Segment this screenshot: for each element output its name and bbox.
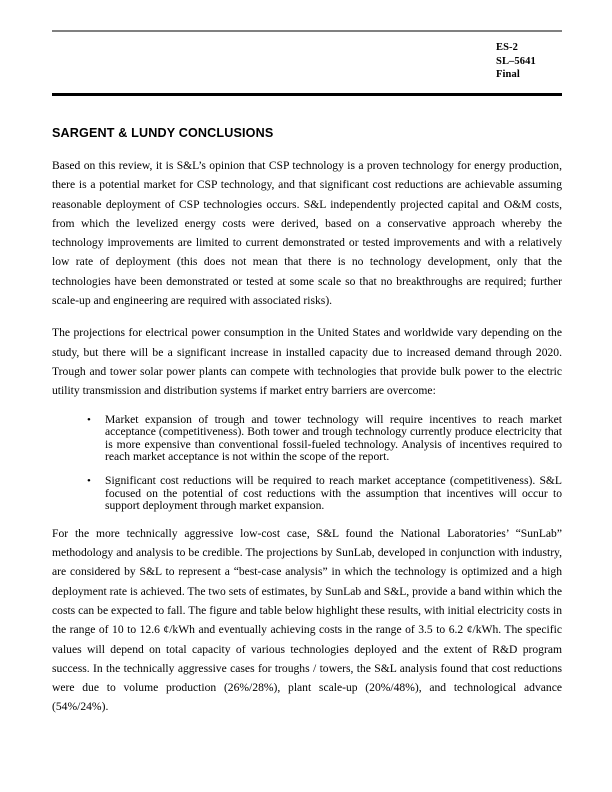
market-barriers-list (52, 414, 562, 513)
header-identifier-block (52, 41, 562, 82)
list-item-text: Market expansion of trough and tower technology will require incentives to reach market acceptance (competitiveness). Both tower and trough technology currently produce electricity that is more expensive than conventional fossil-fueled technology. Analysis of incentives required to reach market acceptance is not within the scope of the report. (105, 412, 562, 464)
list-item-text: Significant cost reductions will be required to reach market acceptance (competitiveness). S&L focused on the potential of cost reductions with the assumption that incentives will occur to support deployment through market expansion. (105, 473, 562, 513)
header-id-revision-status: Final (496, 69, 520, 80)
paragraph-review-opinion: Based on this review, it is S&L’s opinion that CSP technology is a proven technology for energy production, there is a potential market for CSP technology, and that significant cost reductions are achievable assuming reasonable deployment of CSP technologies occurs. S&L independently projected capital and O&M costs, from which the levelized energy costs were derived, based on a conservative approach whereby the technology improvements are limited to current demonstrated or tested improvements and with a relatively low rate of deployment (this does not mean that there is no technology development, only that the technologies have been demonstrated or tested at some scale so that no breakthroughs are required; further scale-up and engineering are required with associated risks). (52, 159, 562, 308)
paragraph-sunlab-analysis: For the more technically aggressive low-cost case, S&L found the National Laboratories’ “SunLab” methodology and analysis to be credible. The projections by SunLab, developed in conjunction with industry, are considered by S&L to represent a “best-case analysis” in which the technology is optimized and a high deployment rate is achieved. The two sets of estimates, by SunLab and S&L, provide a band within which the costs can be expected to fall. The figure and table below highlight these results, with initial electricity costs in the range of 10 to 12.6 ¢/kWh and eventually achieving costs in the range of 3.5 to 6.2 ¢/kWh. The specific values will depend on total capacity of various technologies deployed and the extent of R&D program success. In the technically aggressive cases for troughs / towers, the S&L analysis found that cost reductions were due to volume production (26%/28%), plant scale-up (20%/48%), and technological advance (54%/24%). (52, 526, 562, 714)
header-top-rule (52, 30, 562, 32)
header-id-project-number: SL–5641 (496, 55, 536, 67)
page-title: SARGENT & LUNDY CONCLUSIONS (52, 126, 274, 140)
bullet-icon: • (87, 413, 91, 426)
bullet-icon: • (87, 474, 91, 487)
header-id-document-number: ES-2 (496, 42, 518, 53)
list-item (52, 414, 562, 464)
document-body (52, 126, 562, 717)
page-header (52, 30, 562, 96)
header-bottom-rule (52, 93, 562, 96)
paragraph-power-projections: The projections for electrical power consumption in the United States and worldwide vary depending on the study, but there will be a significant increase in installed capacity due to increased demand through 2020. Trough and tower solar power plants can compete with technologies that provide bulk power to the electric utility transmission and distribution systems if market entry barriers are overcome: (52, 326, 562, 398)
list-item (52, 475, 562, 513)
